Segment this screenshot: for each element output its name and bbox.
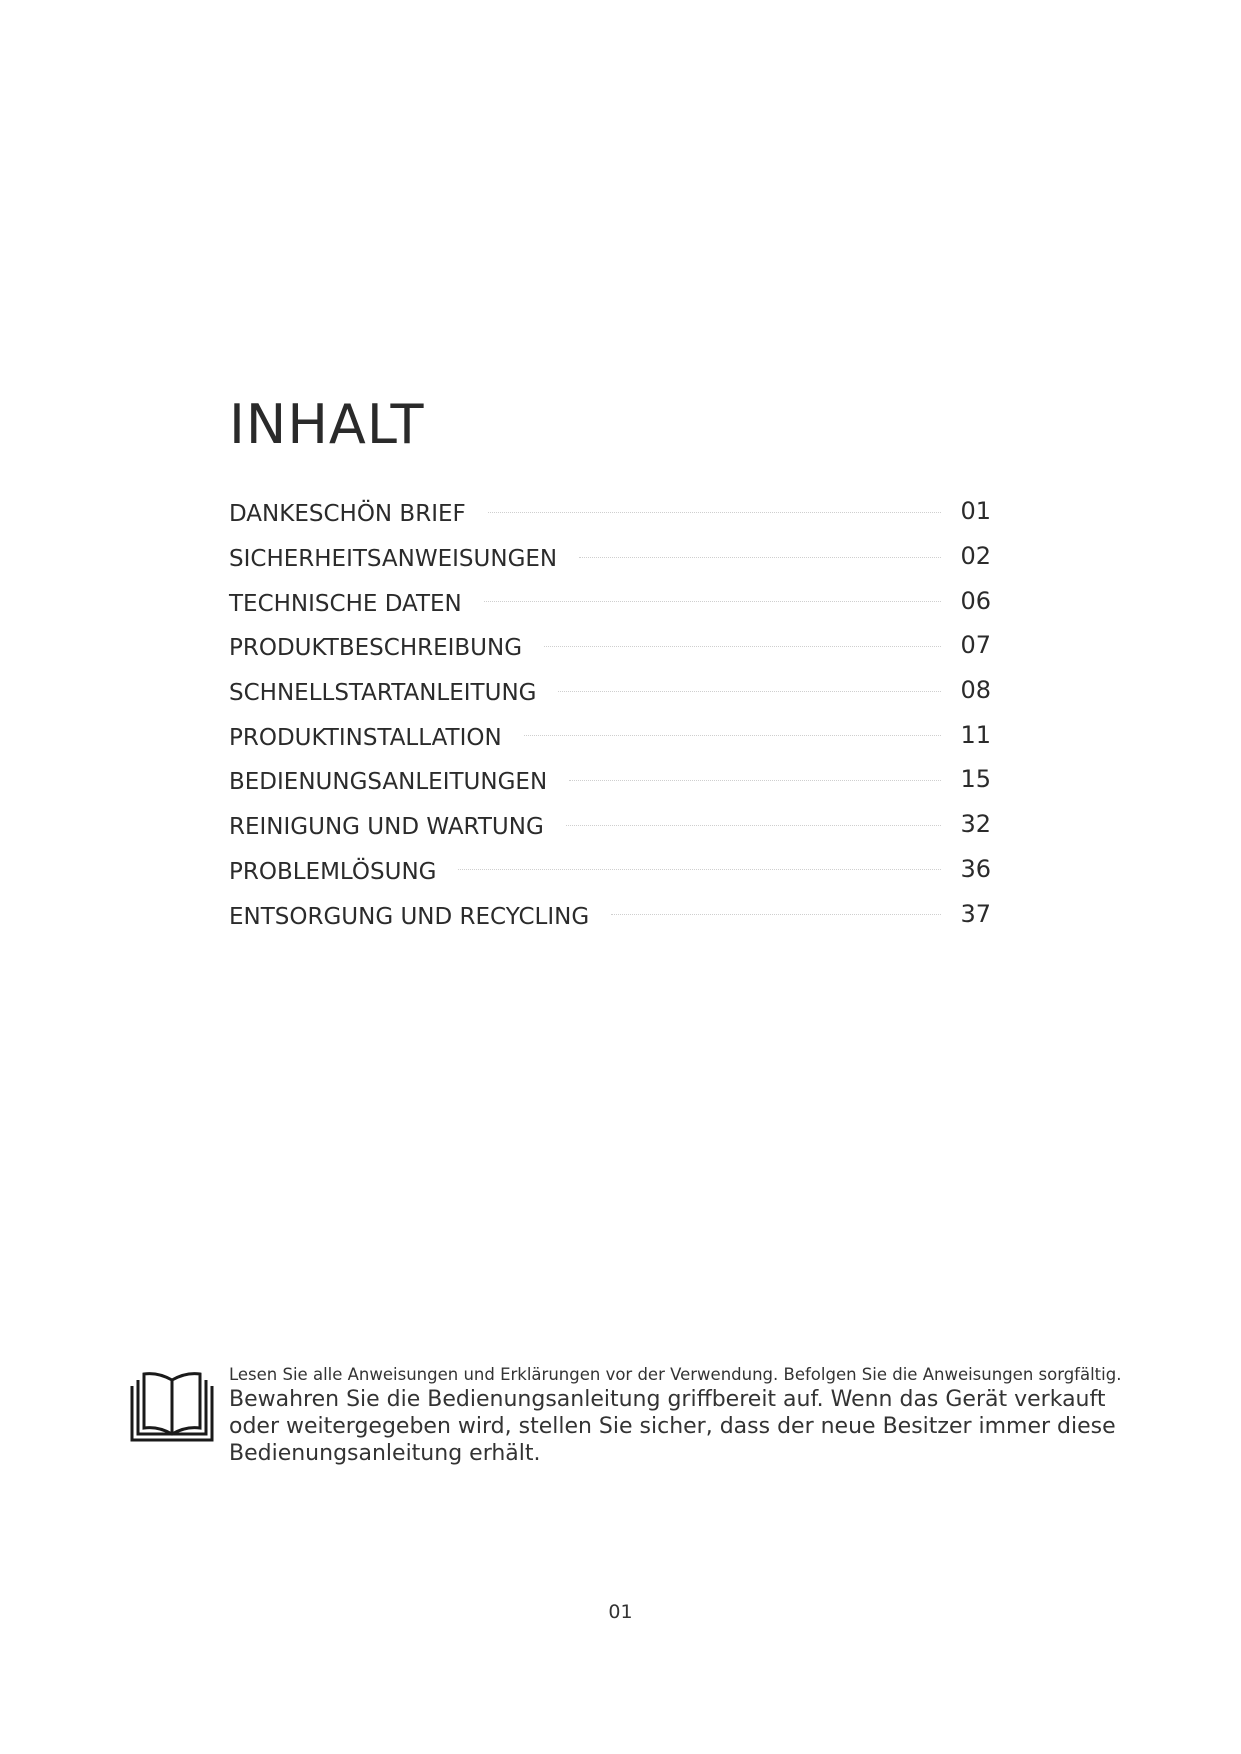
toc-entry <box>229 850 991 895</box>
toc-entry-label: TECHNISCHE DATEN <box>229 590 462 617</box>
toc-entry <box>229 626 991 671</box>
dot-leader <box>488 512 941 513</box>
dot-leader <box>569 780 941 781</box>
toc-entry-label: SCHNELLSTARTANLEITUNG <box>229 680 537 707</box>
toc-entry <box>229 760 991 805</box>
notice-line-large: Bewahren Sie die Bedienungsanleitung griffbereit auf. Wenn das Gerät verkauft oder weitergegeben wird, stellen Sie sicher, dass der neue Besitzer immer diese Bedienungsanleitung erhält. <box>229 1387 1116 1466</box>
toc-entry-label: PROBLEMLÖSUNG <box>229 858 437 885</box>
dot-leader <box>544 646 941 647</box>
toc-entry-label: PRODUKTINSTALLATION <box>229 724 502 751</box>
toc-entry-label: ENTSORGUNG UND RECYCLING <box>229 903 590 930</box>
dot-leader <box>558 691 941 692</box>
dot-leader <box>611 914 941 915</box>
toc-entry <box>229 581 991 626</box>
dot-leader <box>458 869 941 870</box>
toc-entry <box>229 715 991 760</box>
toc-entry-page: 37 <box>960 899 991 928</box>
dot-leader <box>566 825 941 826</box>
toc-entry <box>229 894 991 939</box>
toc-entry-page: 15 <box>960 765 991 794</box>
table-of-contents <box>229 492 991 939</box>
notice-line-small: Lesen Sie alle Anweisungen und Erklärungen vor der Verwendung. Befolgen Sie die Anweisungen sorgfältig. <box>229 1365 1122 1384</box>
toc-entry-label: PRODUKTBESCHREIBUNG <box>229 635 523 662</box>
toc-entry-label: BEDIENUNGSANLEITUNGEN <box>229 769 548 796</box>
toc-entry-page: 36 <box>960 854 991 883</box>
toc-entry <box>229 805 991 850</box>
toc-entry-label: REINIGUNG UND WARTUNG <box>229 814 544 841</box>
toc-entry-label: SICHERHEITSANWEISUNGEN <box>229 546 558 573</box>
toc-entry-page: 08 <box>960 676 991 705</box>
toc-entry-page: 01 <box>960 497 991 526</box>
toc-entry-page: 02 <box>960 542 991 571</box>
toc-entry <box>229 537 991 582</box>
toc-entry-page: 32 <box>960 810 991 839</box>
dot-leader <box>524 735 941 736</box>
dot-leader <box>579 557 941 558</box>
page-number: 01 <box>608 1601 633 1623</box>
toc-entry-label: DANKESCHÖN BRIEF <box>229 501 466 528</box>
toc-entry-page: 11 <box>960 720 991 749</box>
toc-entry-page: 07 <box>960 631 991 660</box>
toc-entry <box>229 671 991 716</box>
toc-entry <box>229 492 991 537</box>
open-book-icon <box>130 1370 214 1442</box>
dot-leader <box>484 601 941 602</box>
toc-entry-page: 06 <box>960 586 991 615</box>
page-title: INHALT <box>229 393 425 456</box>
notice-text <box>229 1364 1129 1467</box>
